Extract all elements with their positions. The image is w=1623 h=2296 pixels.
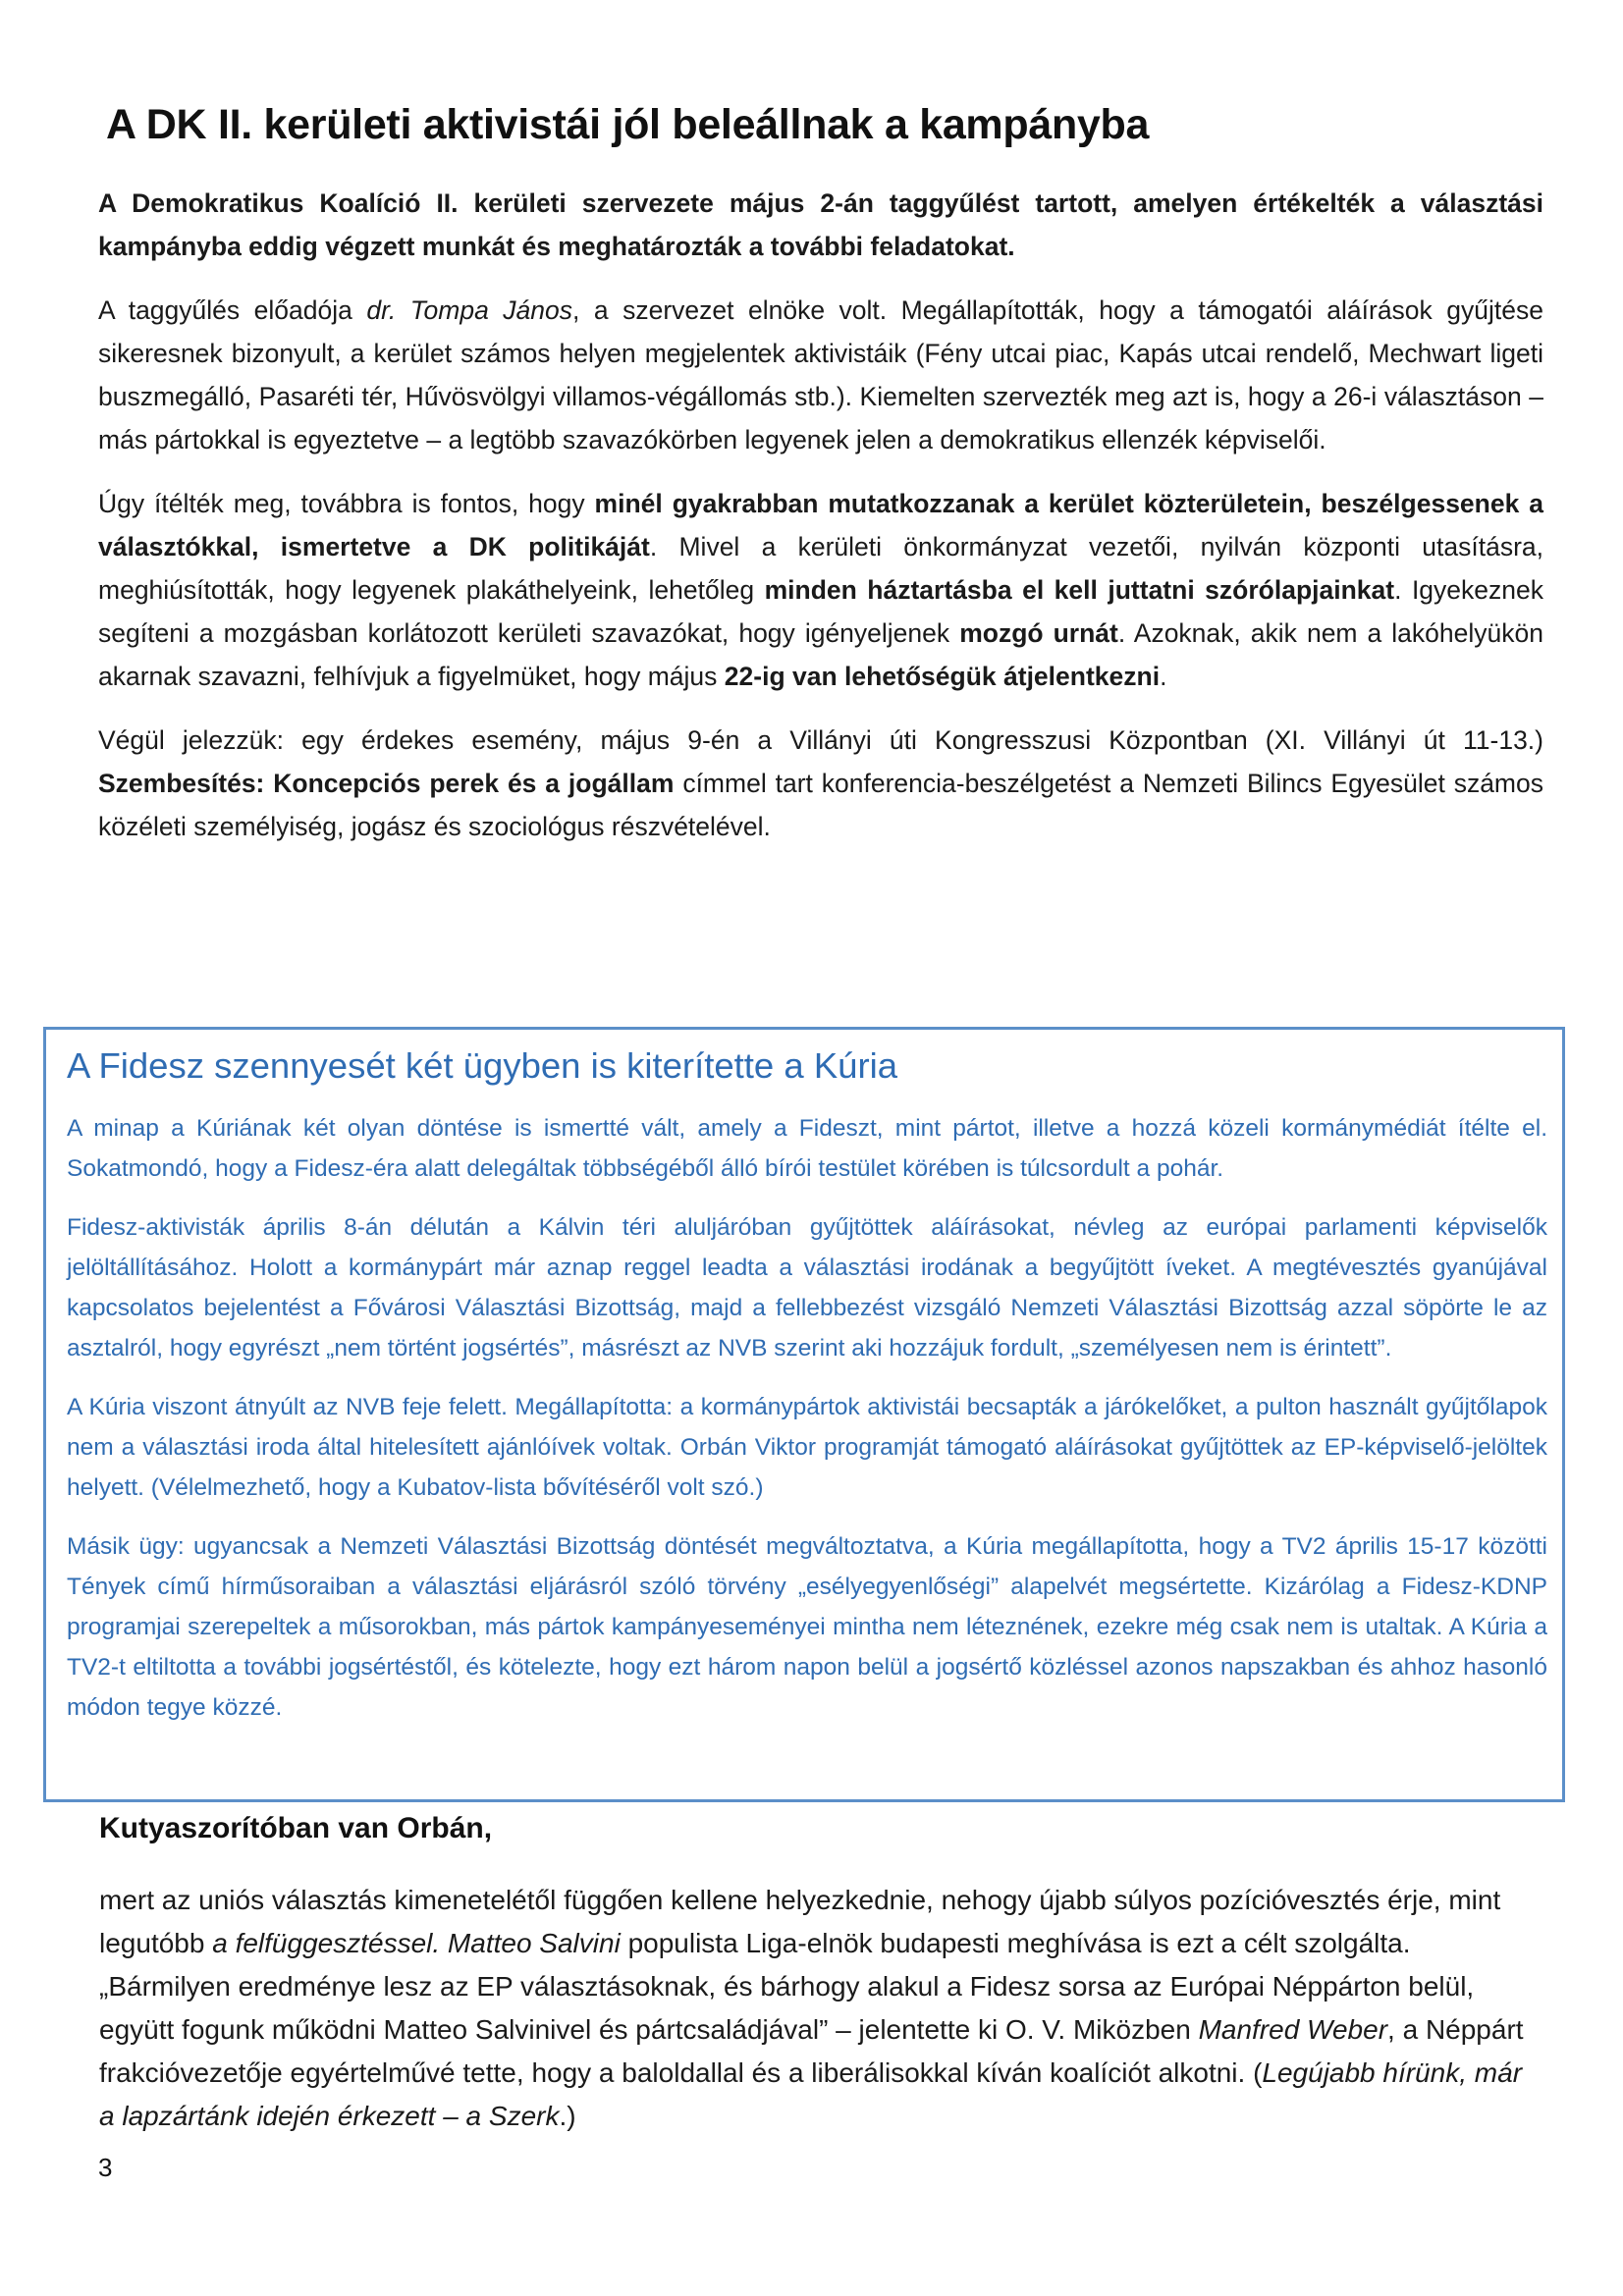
article-body [98,182,1543,869]
paragraph: Úgy ítélték meg, továbbra is fontos, hogy minél gyakrabban mutatkozzanak a kerület közterületein, beszélgessenek a választókkal, ismertetve a DK politikáját. Mivel a kerületi önkormányzat vezetői, nyilván központi utasításra, meghiúsították, hogy legyenek plakáthelyeink, lehetőleg minden háztartásba el kell juttatni szórólapjainkat. Igyekeznek segíteni a mozgásban korlátozott kerületi szavazókat, hogy igényeljenek mozgó urnát. Azoknak, akik nem a lakóhelyükön akarnak szavazni, felhívjuk a figyelmüket, hogy május 22-ig van lehetőségük átjelentkezni. [98,489,1544,691]
boxed-paragraph: A minap a Kúriának két olyan döntése is ismertté vált, amely a Fideszt, mint pártot, illetve a hozzá közeli kormánymédiát ítélte el. Sokatmondó, hogy a Fidesz-éra alatt delegáltak többségéből álló bírói testület körében is túlcsordult a pohár. [67,1115,1547,1182]
boxed-paragraph: A Kúria viszont átnyúlt az NVB feje felett. Megállapította: a kormánypártok aktivistái becsapták a járókelőket, a pulton használt gyűjtőlapok nem a választási iroda által hitelesített ajánlóívek voltak. Orbán Viktor programját támogató aláírásokat gyűjtöttek az EP-képviselő-jelöltek helyett. (Vélelmezhető, hogy a Kubatov-lista bővítéséről volt szó.) [67,1394,1547,1501]
page-number: 3 [98,2153,113,2182]
closing-article-title: Kutyaszorítóban van Orbán, [99,1812,493,1844]
boxed-paragraph: Fidesz-aktivisták április 8-án délután a Kálvin téri aluljáróban gyűjtöttek aláírásokat, névleg az európai parlamenti képviselők jelöltállításához. Holott a kormánypárt már aznap reggel leadta a választási irodának a begyűjtött íveket. A megtévesztés gyanújával kapcsolatos bejelentést a Fővárosi Választási Bizottság, majd a fellebbezést vizsgáló Nemzeti Választási Bizottság azzal söpörte le az asztalról, hogy egyrészt „nem történt jogsértés”, másrészt az NVB szerint aki hozzájuk fordult, „személyesen nem is érintett”. [67,1214,1547,1362]
paragraph: A taggyűlés előadója dr. Tompa János, a szervezet elnöke volt. Megállapították, hogy a támogatói aláírások gyűjtése sikeresnek bizonyult, a kerület számos helyen megjelentek aktivistáik (Fény utcai piac, Kapás utcai rendelő, Mechwart ligeti buszmegálló, Pasaréti tér, Hűvösvölgyi villamos-végállomás stb.). Kiemelten szervezték meg azt is, hogy a 26-i választáson – más pártokkal is egyeztetve – a legtöbb szavazókörben legyenek jelen a demokratikus ellenzék képviselői. [98,295,1543,454]
boxed-paragraph: Másik ügy: ugyancsak a Nemzeti Választási Bizottság döntését megváltoztatva, a Kúria megállapította, hogy a TV2 április 15-17 közötti Tények című hírműsoraiban a választási eljárásról szóló törvény „esélyegyenlőségi” alapelvét megsértette. Kizárólag a Fidesz-KDNP programjai szerepeltek a műsorokban, más pártok kampányeseményei mintha nem léteznének, ezekre még csak nem is utaltak. A Kúria a TV2-t eltiltotta a további jogsértéstől, és kötelezte, hogy ezt három napon belül a jogsértő közléssel azonos napszakban és ahhoz hasonló módon tegye közzé. [67,1533,1547,1721]
person-name: dr. Tompa János [366,295,573,325]
article-lead: A Demokratikus Koalíció II. kerületi szervezete május 2-án taggyűlést tartott, amelyen értékelték a választási kampányba eddig végzett munkát és meghatározták a további feladatokat. [98,188,1543,261]
boxed-article [43,1027,1565,1802]
paragraph: mert az uniós választás kimenetelétől függően kellene helyezkednie, nehogy újabb súlyos pozícióvesztés érje, mint legutóbb a felfüggesztéssel. Matteo Salvini populista Liga-elnök budapesti meghívása is ezt a célt szolgálta. „Bármilyen eredménye lesz az EP választásoknak, és bárhogy alakul a Fidesz sorsa az Európai Néppárton belül, együtt fogunk működni Matteo Salvinivel és pártcsaládjával” – jelentette ki O. V. Miközben Manfred Weber, a Néppárt frakcióvezetője egyértelművé tette, hogy a baloldallal és a liberálisokkal kíván koalíciót alkotni. (Legújabb hírünk, már a lapzártánk idején érkezett – a Szerk.) [99,1885,1524,2131]
boxed-article-title: A Fidesz szennyesét két ügyben is kiterítette a Kúria [67,1045,898,1086]
article-title: A DK II. kerületi aktivistái jól beleállnak a kampányba [106,101,1150,148]
closing-article [99,1812,1542,2138]
paragraph: Végül jelezzük: egy érdekes esemény, május 9-én a Villányi úti Kongresszusi Központban (XI. Villányi út 11-13.) Szembesítés: Koncepciós perek és a jogállam címmel tart konferencia-beszélgetést a Nemzeti Bilincs Egyesület számos közéleti személyiség, jogász és szociológus részvételével. [98,725,1543,841]
